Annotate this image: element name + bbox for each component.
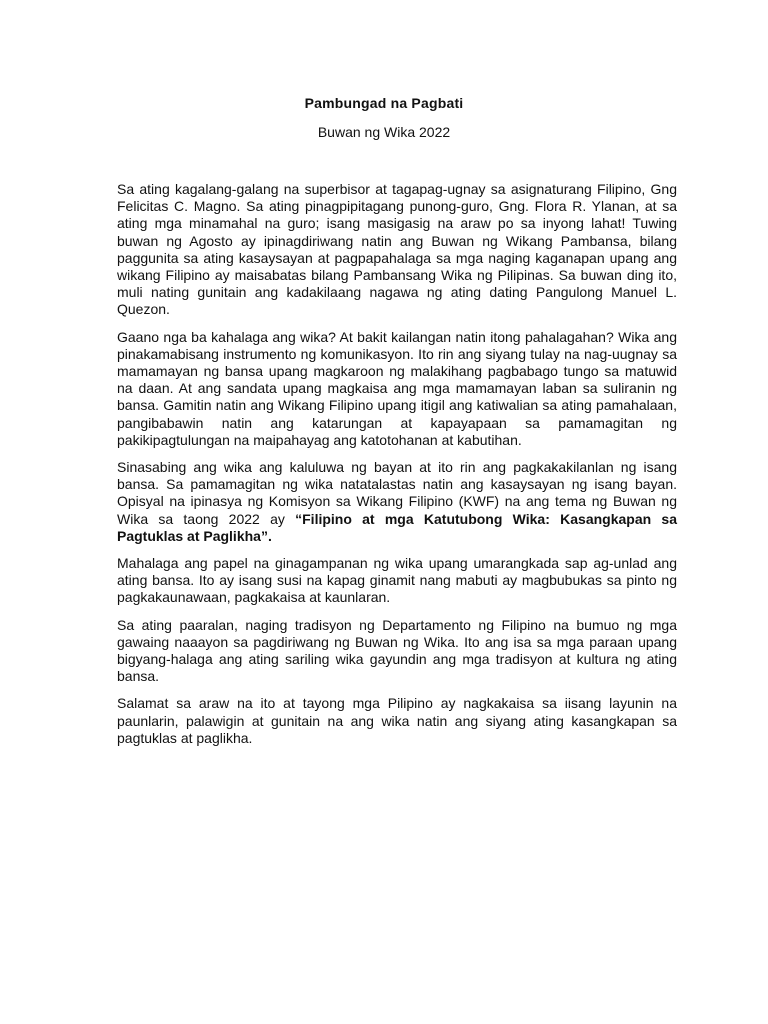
paragraph-3-theme: “Filipino at mga Katutubong Wika: Kasangkapan sa Pagtuklas at Paglikha”. — [117, 510, 677, 544]
paragraph-2: Gaano nga ba kahalaga ang wika? At bakit kailangan natin itong pahalagahan? Wika ang pinakamabisang instrumento ng komunikasyon. Ito rin ang siyang tulay na nag-uugnay sa mamamayan ng bansa upang magkaroon ng malakihang pagbabago tungo sa matuwid na daan. At ang sandata upang magkaisa ang mga mamamayan laban sa suliranin ng bansa. Gamitin natin ang Wikang Filipino upang itigil ang katiwalian sa ating pamahalaan, pangibabawin natin ang katarungan at kapayapaan sa pamamagitan ng pakikipagtulungan na maipahayag ang katotohanan at kabutihan. — [117, 328, 677, 448]
document-body — [117, 181, 677, 755]
document-subtitle: Buwan ng Wika 2022 — [317, 124, 451, 140]
paragraph-1: Sa ating kagalang-galang na superbisor at tagapag-ugnay sa asignaturang Filipino, Gng Felicitas C. Magno. Sa ating pinagpipitagang punong-guro, Gng. Flora R. Ylanan, at sa ating mga minamahal na guro; isang masigasig na araw po sa inyong lahat! Tuwing buwan ng Agosto ay ipinagdiriwang natin ang Buwan ng Wikang Pambansa, bilang paggunita sa ating kasaysayan at pagpapahalaga sa mga naging kaganapan upang ang wikang Filipino ay maisabatas bilang Pambansang Wika ng Pilipinas. Sa buwan ding ito, muli nating gunitain ang kadakilaang nagawa ng ating dating Pangulong Manuel L. Quezon. — [117, 181, 677, 318]
paragraph-4: Mahalaga ang papel na ginagampanan ng wika upang umarangkada sap ag-unlad ang ating bansa. Ito ay isang susi na kapag ginamit nang mabuti ay magbubukas sa pinto ng pagkakaunawaan, pagkakaisa at kaunlaran. — [117, 555, 677, 606]
paragraph-5: Sa ating paaralan, naging tradisyon ng Departamento ng Filipino na bumuo ng mga gawaing naaayon sa pagdiriwang ng Buwan ng Wika. Ito ang isa sa mga paraan upang bigyang-halaga ang ating sariling wika gayundin ang mga tradisyon at kultura ng ating bansa. — [117, 616, 677, 685]
paragraph-6: Salamat sa araw na ito at tayong mga Pilipino ay nagkakaisa sa iisang layunin na paunlarin, palawigin at gunitain na ang wika natin ang siyang ating kasangkapan sa pagtuklas at paglikha. — [117, 695, 677, 746]
paragraph-3 — [117, 459, 677, 545]
document-title: Pambungad na Pagbati — [304, 95, 464, 111]
paragraph-3-intro: Sinasabing ang wika ang kaluluwa ng bayan at ito rin ang pagkakakilanlan ng isang bansa. Sa pamamagitan ng wika natatalastas natin ang kasaysayan ng isang bayan. Opisyal na ipinasya ng Komisyon sa Wikang Filipino (KWF) na ang tema ng Buwan ng Wika sa taong 2022 ay — [117, 459, 677, 527]
